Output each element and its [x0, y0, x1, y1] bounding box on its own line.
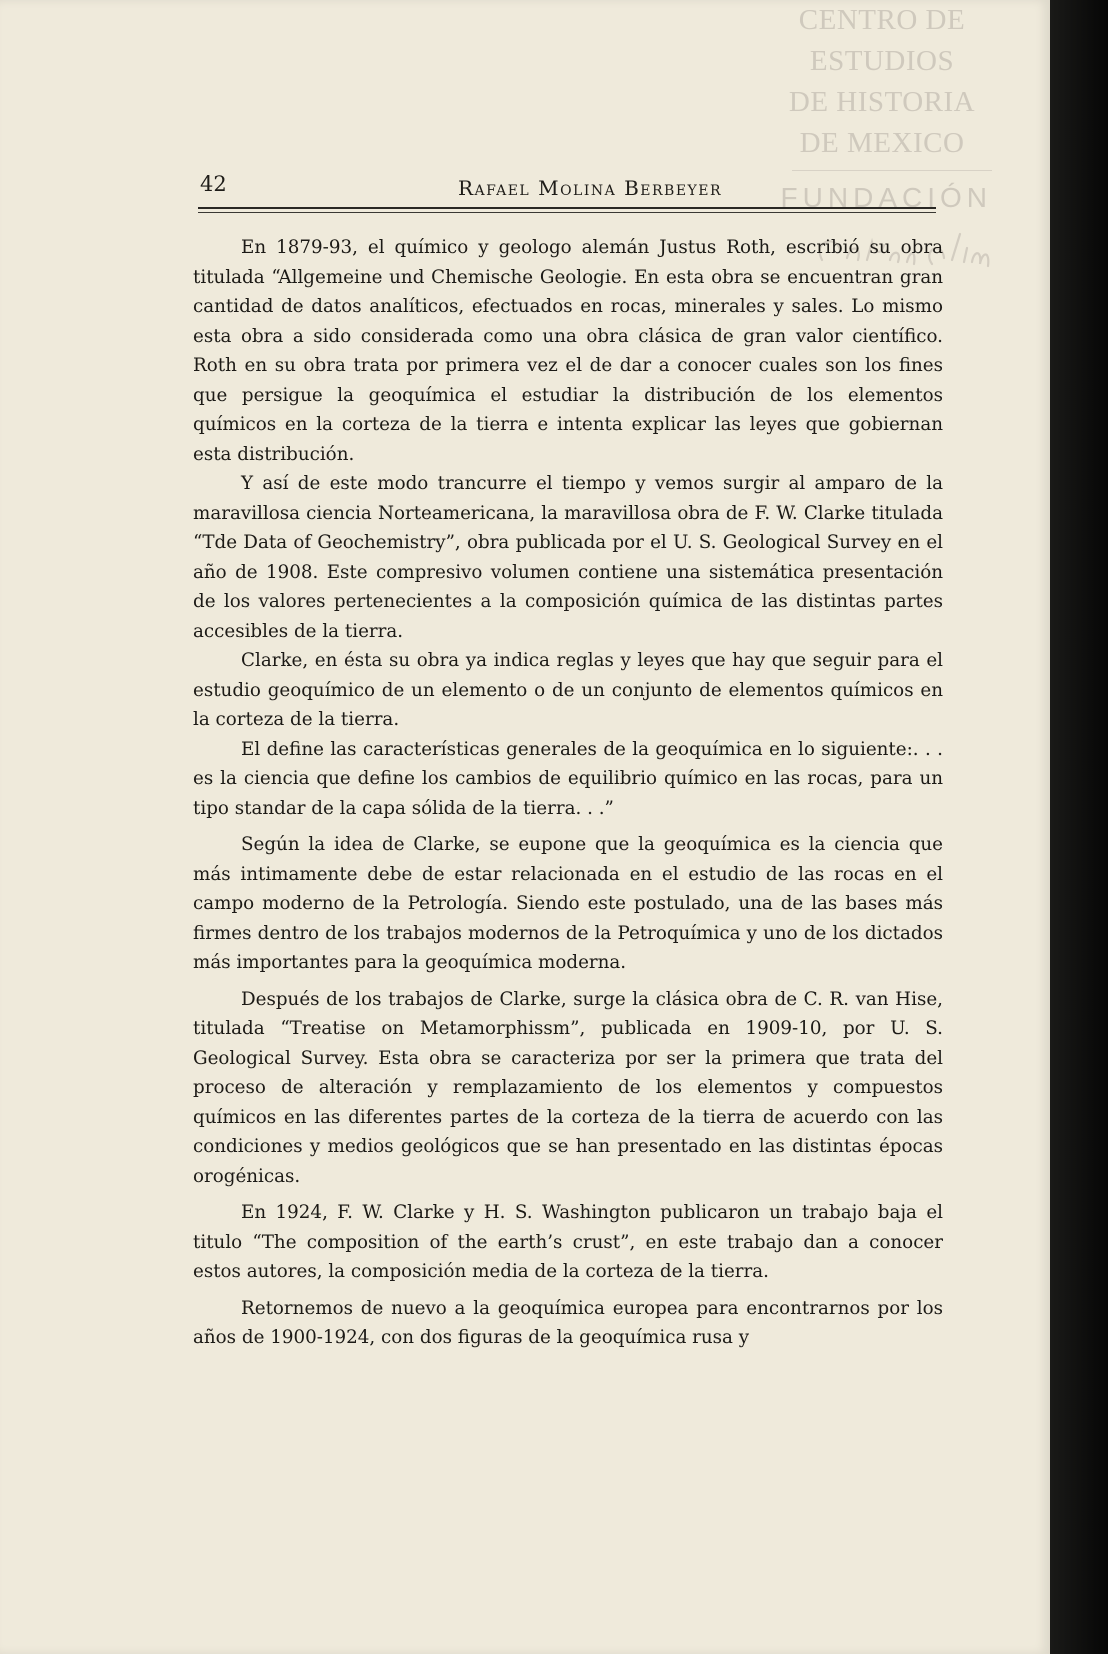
page-number: 42 — [200, 172, 227, 196]
paragraph: En 1879-93, el químico y geologo alemán Justus Roth, escribió su obra titulada “Allgemeine und Chemische Geologie. En esta obra se encuentran gran cantidad de datos analíticos, efectuados en rocas, minerales y sales. Lo mismo esta obra a sido considerada como una obra clásica de gran valor científico. Roth en su obra trata por primera vez el de dar a conocer cuales son los fines que persigue la geoquímica el estudiar la distribución de los elementos químicos en la corteza de la tierra e intenta explicar las leyes que gobiernan esta distribución. — [193, 237, 943, 465]
paragraph: Y así de este modo trancurre el tiempo y vemos surgir al amparo de la maravillosa ciencia Norteamericana, la maravillosa obra de F. W. Clarke titulada “Tde Data of Geochemistry”, obra publicada por el U. S. Geological Survey en el año de 1908. Este compresivo volumen contiene una sistemática presentación de los valores pertenecientes a la composición química de las distintas partes accesibles de la tierra. — [193, 473, 943, 642]
header-rule-thick — [198, 207, 936, 209]
paragraph: Clarke, en ésta su obra ya indica reglas y leyes que hay que seguir para el estudio geoquímico de un elemento o de un conjunto de elementos químicos en la corteza de la tierra. — [193, 650, 943, 730]
page-header — [200, 172, 940, 206]
scan-edge — [1050, 0, 1108, 1654]
watermark-fundacion: FUNDACIÓN — [780, 182, 992, 213]
watermark-divider — [792, 170, 992, 171]
body-text — [193, 233, 943, 1353]
watermark — [772, 0, 992, 213]
watermark-line: DE MEXICO — [799, 127, 965, 159]
watermark-line: DE HISTORIA — [788, 86, 976, 118]
paragraph: Según la idea de Clarke, se eupone que la geoquímica es la ciencia que más intimamente debe de estar relacionada en el estudio de las rocas en el campo moderno de la Petrología. Siendo este postulado, una de las bases más firmes dentro de los trabajos modernos de la Petroquímica y uno de los dictados más importantes para la geoquímica moderna. — [193, 834, 943, 973]
watermark-line: ESTUDIOS — [809, 45, 955, 77]
paragraph: El define las características generales de la geoquímica en lo siguiente:. . . es la ciencia que define los cambios de equilibrio químico en las rocas, para un tipo standar de la capa sólida de la tierra. . .” — [193, 738, 943, 819]
header-rule-thin — [198, 212, 936, 213]
paragraph: Después de los trabajos de Clarke, surge la clásica obra de C. R. van Hise, titulada “Treatise on Metamorphissm”, publicada en 1909-10, por U. S. Geological Survey. Esta obra se caracteriza por ser la primera que trata del proceso de alteración y remplazamiento de los elementos y compuestos químicos en las diferentes partes de la corteza de la tierra de acuerdo con las condiciones y medios geológicos que se han presentado en las distintas épocas orogénicas. — [193, 988, 943, 1187]
watermark-line: CENTRO DE — [798, 4, 966, 36]
paragraph: En 1924, F. W. Clarke y H. S. Washington publicaron un trabajo baja el titulo “The composition of the earth’s crust”, en este trabajo dan a conocer estos autores, la composición media de la corteza de la tierra. — [193, 1202, 943, 1282]
running-title: Rafael Molina Berbeyer — [457, 176, 723, 200]
paragraph: Retornemos de nuevo a la geoquímica europea para encontrarnos por los años de 1900-1924, con dos figuras de la geoquímica rusa y — [193, 1297, 943, 1348]
